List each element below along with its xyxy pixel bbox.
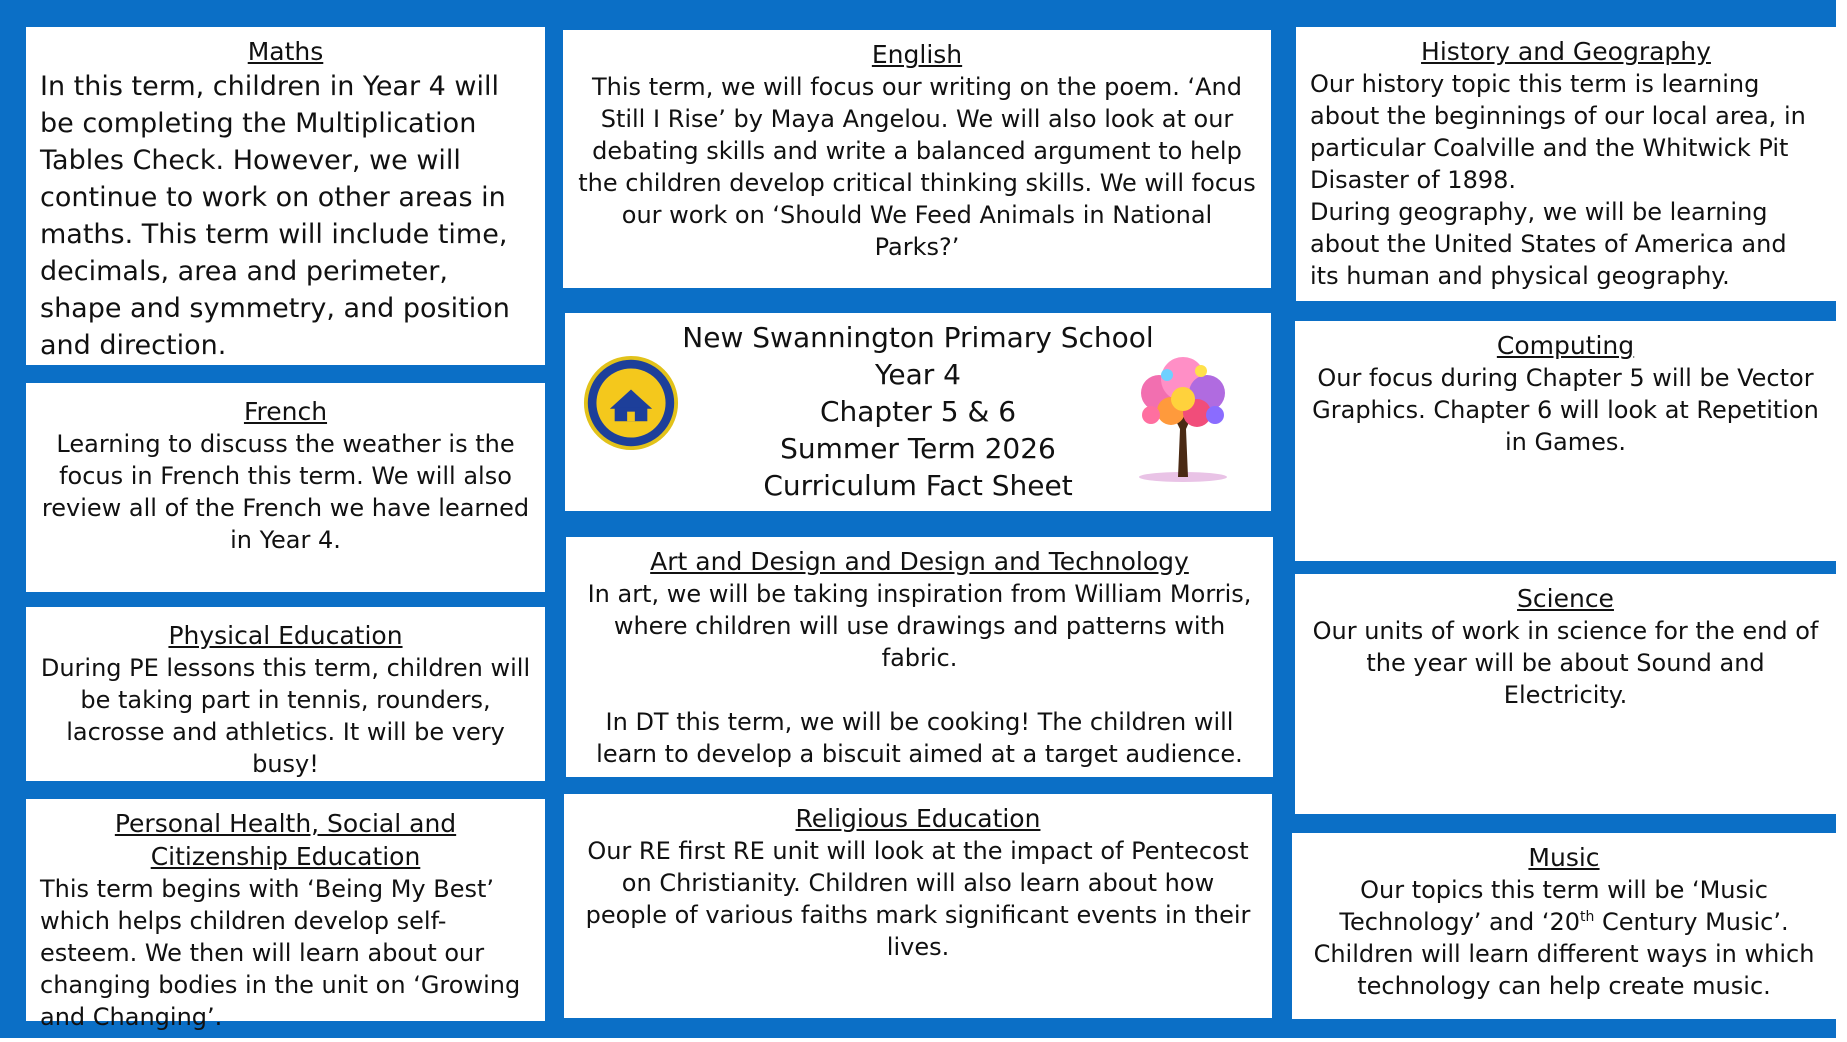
maths-title: Maths (247, 37, 324, 66)
computing-text: Our focus during Chapter 5 will be Vector Graphics. Chapter 6 will look at Repetition in Games. (1312, 364, 1819, 456)
bottom-edge (0, 1038, 1847, 1042)
header-box (565, 313, 1271, 511)
right-edge (1836, 0, 1847, 1042)
pe-box (26, 607, 545, 781)
maths-box (26, 27, 545, 365)
chapter-label: Chapter 5 & 6 (819, 395, 1017, 428)
art-text-1: In art, we will be taking inspiration from William Morris, where children will use drawings and patterns with fabric. (587, 580, 1252, 672)
art-text-2: In DT this term, we will be cooking! The children will learn to develop a biscuit aimed at a target audience. (596, 708, 1243, 768)
history-box (1296, 27, 1836, 301)
computing-title: Computing (1496, 331, 1635, 360)
computing-box (1295, 321, 1836, 561)
science-title: Science (1517, 584, 1614, 613)
music-box (1292, 833, 1836, 1019)
history-text-2: During geography, we will be learning about the United States of America and its human and physical geography. (1310, 198, 1787, 290)
art-title: Art and Design and Design and Technology (650, 547, 1189, 576)
english-title: English (871, 40, 963, 69)
re-title: Religious Education (795, 804, 1041, 833)
music-text (1306, 874, 1822, 1002)
english-box (563, 30, 1271, 288)
tree-icon (1123, 349, 1243, 485)
pshce-text: This term begins with ‘Being My Best’ which helps children develop self-esteem. We then will learn about our changing bodies in the unit on ‘Growing and Changing’. (40, 875, 521, 1031)
music-text-a: Our topics this term will be ‘Music Technology’ and ‘20 (1339, 876, 1768, 936)
science-text: Our units of work in science for the end of the year will be about Sound and Electricity. (1312, 617, 1819, 709)
music-title: Music (1528, 843, 1600, 872)
sheet-label: Curriculum Fact Sheet (763, 469, 1073, 502)
re-box (564, 794, 1272, 1018)
music-text-b: Century Music’. Children will learn different ways in which technology can help create music. (1313, 908, 1815, 1000)
art-box (566, 537, 1273, 777)
history-title: History and Geography (1421, 37, 1711, 66)
history-text-1: Our history topic this term is learning about the beginnings of our local area, in particular Coalville and the Whitwick Pit Disaster of 1898. (1310, 70, 1806, 194)
school-logo-icon (583, 355, 679, 451)
music-text-sup: th (1580, 909, 1595, 925)
french-title: French (243, 397, 328, 426)
french-text: Learning to discuss the weather is the focus in French this term. We will also review all of the French we have learned in Year 4. (41, 430, 530, 554)
year-label: Year 4 (875, 358, 961, 391)
english-text: This term, we will focus our writing on the poem. ‘And Still I Rise’ by Maya Angelou. We will also look at our debating skills and write a balanced argument to help the children develop critical thinking skills. We will focus our work on ‘Should We Feed Animals in National Parks?’ (578, 73, 1256, 261)
maths-text: In this term, children in Year 4 will be completing the Multiplication Tables Check. However, we will continue to work on other areas in maths. This term will include time, decimals, area and perimeter, shape and symmetry, and position and direction. (40, 71, 510, 361)
pe-title: Physical Education (168, 621, 403, 650)
pshce-title: Personal Health, Social and Citizenship Education (114, 809, 457, 871)
header-title-block (675, 319, 1161, 504)
science-box (1295, 574, 1836, 814)
pshce-box (26, 799, 545, 1031)
term-label: Summer Term 2026 (780, 432, 1056, 465)
pe-text: During PE lessons this term, children will be taking part in tennis, rounders, lacrosse and athletics. It will be very busy! (40, 654, 531, 778)
school-name: New Swannington Primary School (682, 321, 1154, 354)
re-text: Our RE first RE unit will look at the impact of Pentecost on Christianity. Children will also learn about how people of various faiths mark significant events in their lives. (585, 837, 1251, 961)
french-box (26, 383, 545, 592)
